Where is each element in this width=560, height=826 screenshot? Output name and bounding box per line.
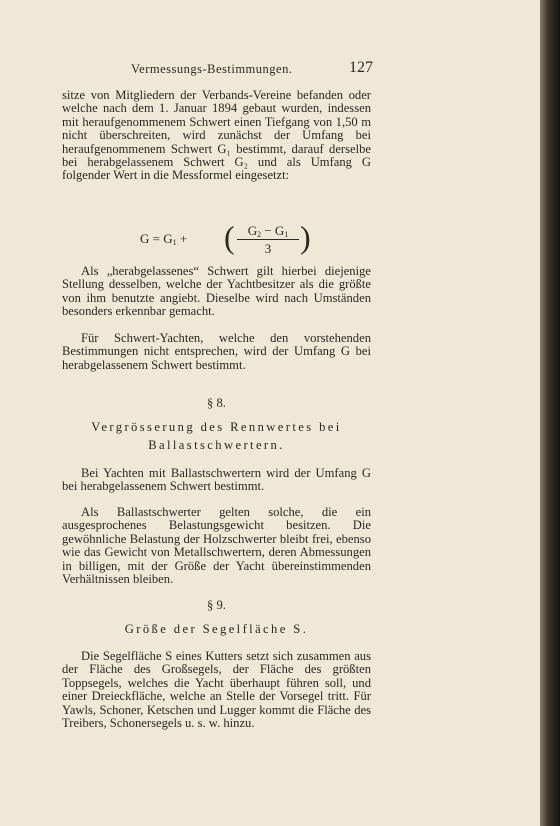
- paragraph-6-text: Die Segelfläche S eines Kutters setzt sich zusammen aus der Fläche des Großsegels, der Fläche des größten Toppsegels, welches die Yacht überhaupt führen soll, und einer Dreieckfläche, welche an Stelle der Vorsegel tritt. Für Yawls, Schoner, Ketschen und Lugger kommt die Fläche des Treibers, Schonersegels u. s. w. hinzu.: [62, 649, 371, 731]
- paragraph-4: [62, 467, 371, 494]
- right-paren: ): [300, 219, 311, 255]
- formula-denominator: 3: [264, 241, 272, 256]
- paragraph-1: [62, 89, 371, 183]
- paragraph-5-text: Als Ballastschwerter gelten solche, die ein ausgesprochenes Belastungsgewicht besitzen. Die gewöhnliche Belastung der Holzschwerter bleibt frei, ebenso wie das Gewicht von Metallschwertern, deren Abmessungen in billigen, mit der Größe der Yacht übereinstimmenden Verhältnissen bleiben.: [62, 505, 371, 587]
- measurement-formula: [140, 217, 360, 261]
- running-head: Vermessungs-Bestimmungen.: [131, 62, 293, 76]
- paragraph-4-text: Bei Yachten mit Ballastschwertern wird der Umfang G bei herabgelassenem Schwert bestimmt.: [62, 466, 371, 494]
- section-9-number: § 9.: [207, 598, 226, 612]
- section-8-number: § 8.: [207, 396, 226, 410]
- page-header: [0, 59, 540, 80]
- paragraph-3: [62, 332, 371, 372]
- section-8-title-line-1: Vergrösserung des Rennwertes bei: [91, 420, 342, 434]
- paragraph-1-text: sitze von Mitgliedern der Verbands-Vereine befanden oder welche nach dem 1. Januar 1894 gebaut wurden, indessen mit heraufgenommenem Schwert einen Tiefgang von 1,50 m nicht überschreiten, wird zunächst der Umfang bei heraufgenommenem Schwert G₁ bestimmt, darauf derselbe bei herabgelassenem Schwert G₂ und als Umfang G folgender Wert in die Messformel eingesetzt:: [62, 88, 371, 183]
- fraction-line: [237, 239, 299, 240]
- book-spine: [540, 0, 560, 826]
- formula-numerator: $G_2 - G_1$: [247, 223, 289, 239]
- left-paren: (: [224, 219, 235, 255]
- paragraph-2: [62, 265, 371, 319]
- page-number: 127: [349, 59, 373, 76]
- formula-lhs: $G = G_1$ +: [140, 231, 188, 247]
- paragraph-5: [62, 506, 371, 586]
- paragraph-6: [62, 650, 371, 730]
- paragraph-3-text: Für Schwert-Yachten, welche den vorstehenden Bestimmungen nicht entsprechen, wird der Umfang G bei herabgelassenem Schwert bestimmt.: [62, 331, 371, 372]
- paragraph-2-text: Als „herabgelassenes“ Schwert gilt hierbei diejenige Stellung desselben, welche der Yachtbesitzer als die größte von ihm benutzte angiebt. Dieselbe wird nach Umständen besonders erkennbar gemacht.: [62, 264, 371, 319]
- section-8-title-line-2: Ballastschwertern.: [148, 438, 285, 452]
- section-9-title: Größe der Segelfläche S.: [124, 622, 309, 636]
